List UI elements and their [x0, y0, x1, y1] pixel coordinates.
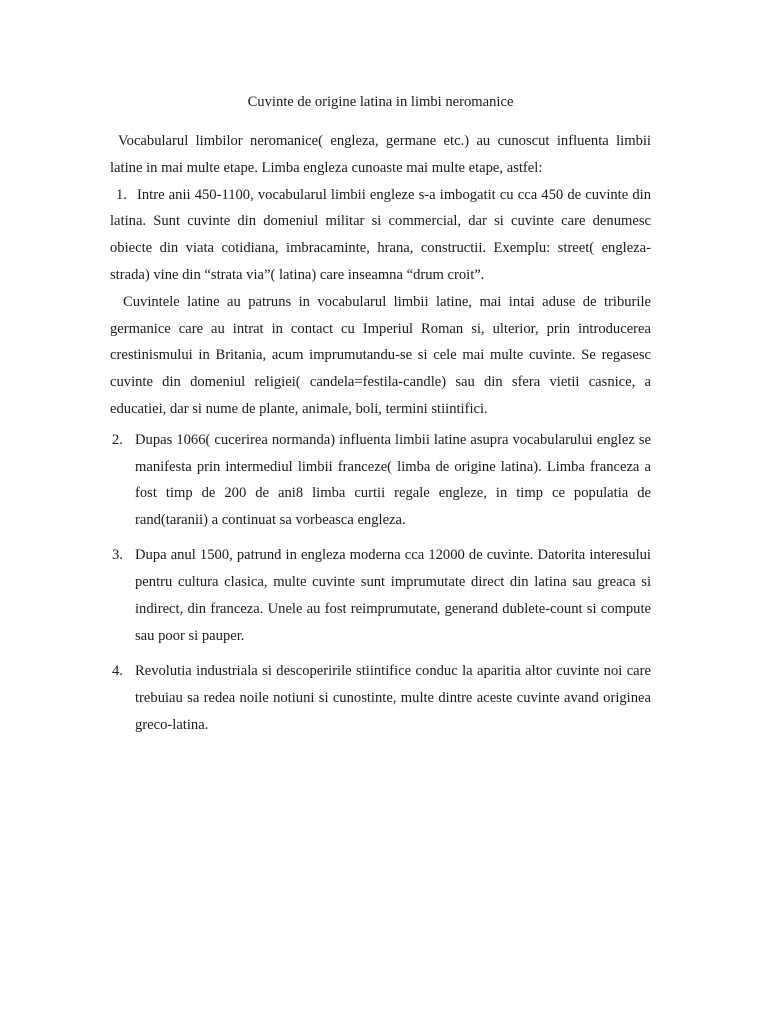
list-item-text: Dupas 1066( cucerirea normanda) influenta limbii latine asupra vocabularului englez se manifesta prin intermediul limbii franceze( limba de origine latina). Limba franceza a fost timp de 200 de ani8 limba curtii regale engleze, in timp ce populatia de rand(taranii) a continuat sa vorbeasca engleza.	[135, 431, 651, 529]
list-item-number: 4.	[112, 663, 123, 680]
list-item-text: Intre anii 450-1100, vocabularul limbii engleze s-a imbogatit cu cca 450 de cuvinte din latina. Sunt cuvinte din domeniul militar si commercial, dar si cuvinte care denumesc obiecte din viata cotidiana, imbracaminte, hrana, constructii. Exemplu: street( engleza- strada) vine din “strata via”( latina) care inseamna “drum croit”.	[110, 186, 651, 283]
list-item-number: 3.	[112, 547, 123, 564]
intro-paragraph: Vocabularul limbilor neromanice( engleza, germane etc.) au cunoscut influenta limbii latine in mai multe etape. Limba engleza cunoaste mai multe etape, astfel:	[110, 133, 651, 176]
list-item-number: 1.	[116, 186, 127, 203]
list-item-text: Revolutia industriala si descoperirile stiintifice conduc la aparitia altor cuvinte noi care trebuiau sa redea noile notiuni si cunostinte, multe dintre aceste cuvinte avand originea greco-latina.	[135, 663, 651, 733]
list-item-number: 2.	[112, 431, 123, 448]
body-paragraph: Cuvintele latine au patruns in vocabularul limbii latine, mai intai aduse de triburile germanice care au intrat in contact cu Imperiul Roman si, ulterior, prin introducerea crestinismului in Britania, acum imprumutandu-se si cele mai multe cuvinte. Se regasesc cuvinte din domeniul religiei( candela=festila-candle) sau din sfera vietii casnice, a educatiei, dar si nume de plante, animale, boli, termini stiintifici.	[110, 293, 651, 417]
list-item-text: Dupa anul 1500, patrund in engleza moderna cca 12000 de cuvinte. Datorita interesului pentru cultura clasica, multe cuvinte sunt imprumutate direct din latina sau greaca si indirect, din franceza. Unele au fost reimprumutate, generand dublete-count si compute sau poor si pauper.	[135, 547, 651, 644]
list-item-3	[110, 542, 651, 649]
list-item-4	[110, 658, 651, 738]
list-item-1	[110, 182, 651, 289]
list-item-2	[110, 427, 651, 534]
numbered-list	[110, 427, 651, 739]
document-page	[110, 92, 651, 747]
document-title: Cuvinte de origine latina in limbi neromanice	[247, 94, 514, 110]
